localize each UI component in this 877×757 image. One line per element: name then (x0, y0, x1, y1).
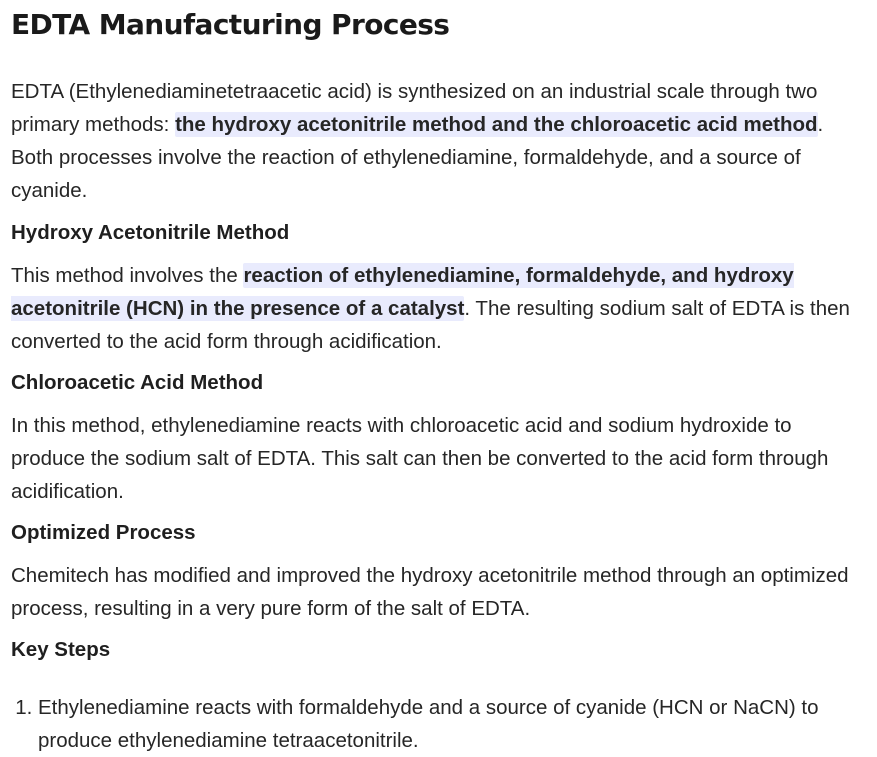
chloro-method-paragraph: In this method, ethylenediamine reacts with chloroacetic acid and sodium hydroxide to produce the sodium salt of EDTA. This salt can then be converted to the acid form through acidification. (11, 414, 829, 503)
key-steps-list (11, 691, 871, 757)
chloro-method-heading: Chloroacetic Acid Method (11, 371, 264, 394)
key-steps-heading: Key Steps (11, 638, 111, 661)
optimized-process-heading: Optimized Process (11, 521, 196, 544)
article (11, 0, 871, 757)
intro-highlight: the hydroxy acetonitrile method and the chloroacetic acid method (175, 113, 818, 136)
hydroxy-method-heading: Hydroxy Acetonitrile Method (11, 221, 290, 244)
intro-paragraph (11, 75, 871, 207)
optimized-process-paragraph: Chemitech has modified and improved the hydroxy acetonitrile method through an optimized process, resulting in a very pure form of the salt of EDTA. (11, 564, 849, 620)
hydroxy-text-post: . The resulting sodium salt of EDTA is then converted to the acid form through acidification. (11, 297, 850, 353)
page-title: EDTA Manufacturing Process (11, 8, 450, 41)
hydroxy-highlight: reaction of ethylenediamine, formaldehyde, and hydroxy acetonitrile (HCN) in the presence of a catalyst (11, 264, 794, 320)
intro-text-post: . Both processes involve the reaction of ethylenediamine, formaldehyde, and a source of cyanide. (11, 113, 824, 202)
list-item: 1. Ethylenediamine reacts with formaldehyde and a source of cyanide (HCN or NaCN) to produce ethylenediamine tetraacetonitrile. (38, 691, 871, 757)
hydroxy-method-paragraph (11, 259, 871, 358)
intro-text-pre: EDTA (Ethylenediaminetetraacetic acid) is synthesized on an industrial scale through two primary methods: (11, 80, 818, 136)
hydroxy-text-pre: This method involves the (11, 264, 244, 287)
